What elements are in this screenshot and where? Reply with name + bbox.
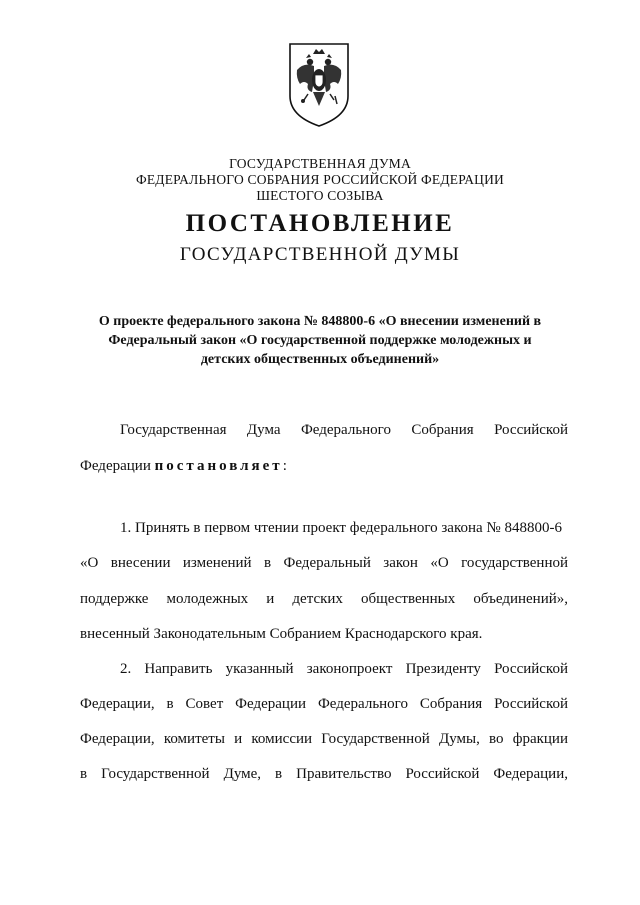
paragraph-2-line: Федерации, комитеты и комиссии Государственной Думы, во фракции [80, 731, 568, 747]
paragraph-1-line: «О внесении изменений в Федеральный закон «О государственной [80, 555, 568, 571]
document-issuer: ГОСУДАРСТВЕННОЙ ДУМЫ [179, 244, 461, 265]
header-convocation: ШЕСТОГО СОЗЫВА [256, 188, 384, 203]
document-type-title: ПОСТАНОВЛЕНИЕ [185, 210, 455, 237]
preamble-verb: постановляет [154, 458, 283, 474]
preamble-text: Федерации [80, 458, 155, 474]
preamble-colon: : [282, 458, 287, 474]
document-subject [80, 312, 560, 369]
russian-coat-of-arms-icon [284, 40, 354, 130]
preamble-line [80, 456, 568, 476]
header-assembly: ФЕДЕРАЛЬНОГО СОБРАНИЯ РОССИЙСКОЙ ФЕДЕРАЦИИ [136, 172, 504, 187]
paragraph-1-line: поддержке молодежных и детских общественных объединений», [80, 591, 568, 607]
paragraph-2-line: в Государственной Думе, в Правительство Российской Федерации, [80, 766, 568, 782]
header-chamber: ГОСУДАРСТВЕННАЯ ДУМА [229, 156, 411, 171]
preamble-line: Государственная Дума Федерального Собрания Российской [120, 422, 568, 438]
subject-line: Федеральный закон «О государственной поддержке молодежных и [108, 333, 532, 348]
paragraph-1-line: внесенный Законодательным Собранием Краснодарского края. [80, 626, 483, 642]
paragraph-2-line: 2. Направить указанный законопроект Президенту Российской [120, 661, 568, 677]
subject-line: детских общественных объединений» [200, 352, 440, 367]
paragraph-2-line: Федерации, в Совет Федерации Федерального Собрания Российской [80, 696, 568, 712]
paragraph-1-line: 1. Принять в первом чтении проект федерального закона № 848800-6 [120, 520, 562, 536]
subject-line: О проекте федерального закона № 848800-6 «О внесении изменений в [98, 314, 542, 329]
